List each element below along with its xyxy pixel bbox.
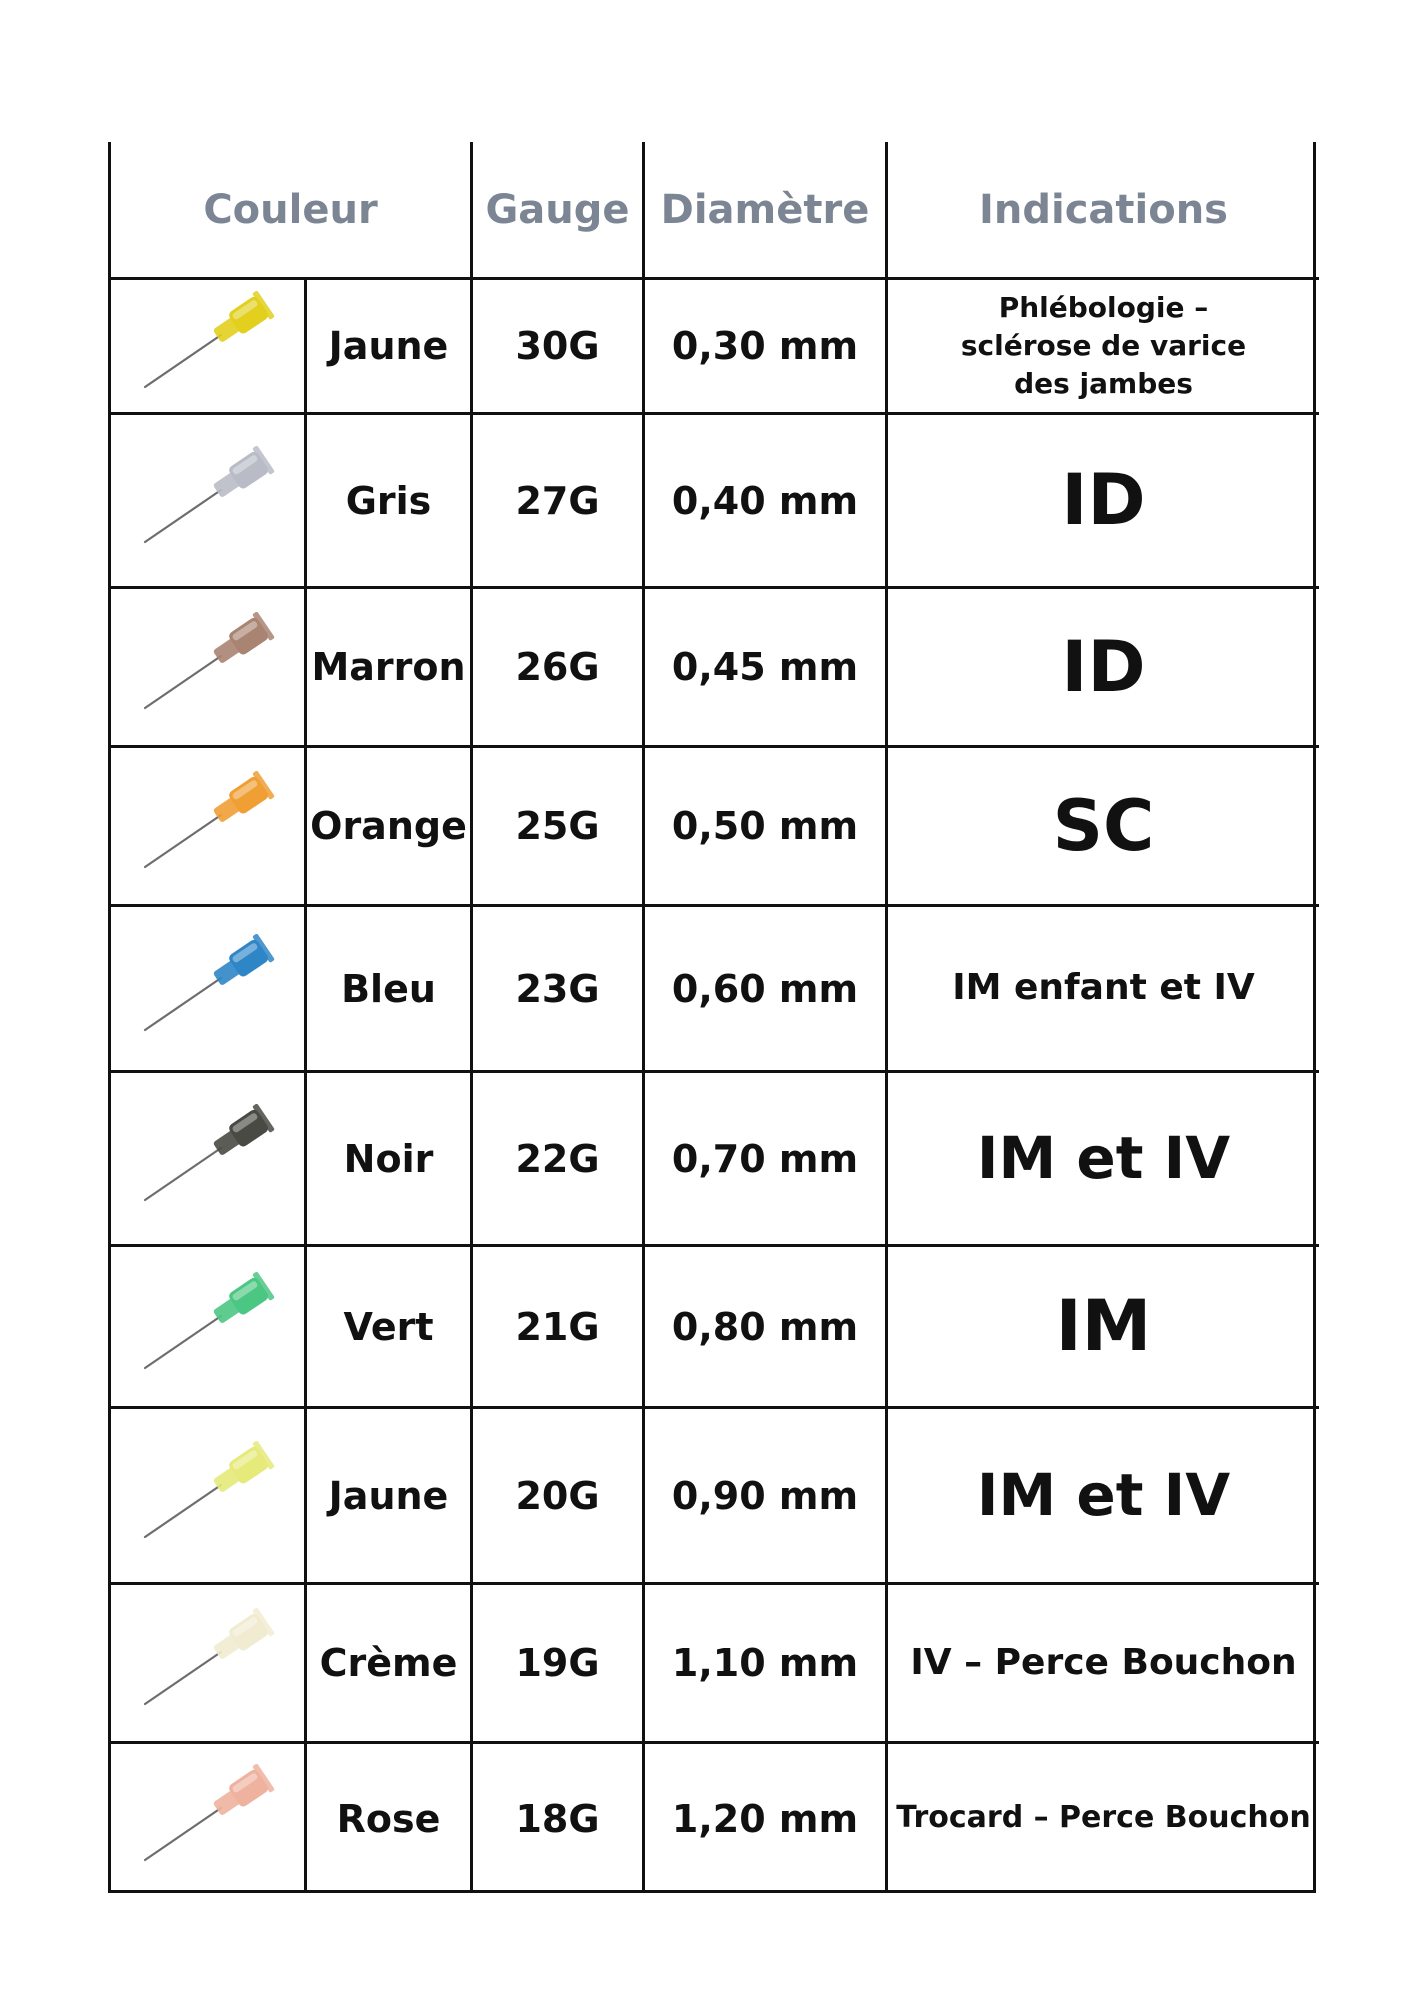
indication: SC <box>888 748 1319 907</box>
gauge-value: 25G <box>473 748 645 907</box>
indication-line: des jambes <box>1014 366 1193 400</box>
diameter-value: 0,70 mm <box>645 1073 888 1247</box>
indication: ID <box>888 589 1319 748</box>
pink-needle-icon <box>111 1744 307 1893</box>
needle-gauge-table <box>108 142 1316 1893</box>
color-name: Crème <box>307 1585 473 1744</box>
grey-needle-icon <box>111 415 307 589</box>
indication: IV – Perce Bouchon <box>888 1585 1319 1744</box>
yellow-needle-icon <box>111 280 307 415</box>
color-name: Marron <box>307 589 473 748</box>
diameter-value: 1,20 mm <box>645 1744 888 1893</box>
gauge-value: 27G <box>473 415 645 589</box>
gauge-value: 20G <box>473 1409 645 1585</box>
indication-line: sclérose de varice <box>960 329 1247 363</box>
diameter-value: 0,60 mm <box>645 907 888 1073</box>
indication-lines <box>961 289 1246 402</box>
header-indications: Indications <box>888 142 1319 280</box>
color-name: Jaune <box>307 280 473 415</box>
brown-needle-icon <box>111 589 307 748</box>
color-name: Bleu <box>307 907 473 1073</box>
color-name: Rose <box>307 1744 473 1893</box>
color-name: Orange <box>307 748 473 907</box>
color-name: Noir <box>307 1073 473 1247</box>
yellow-needle-icon <box>111 1409 307 1585</box>
indication: IM <box>888 1247 1319 1409</box>
diameter-value: 1,10 mm <box>645 1585 888 1744</box>
orange-needle-icon <box>111 748 307 907</box>
gauge-value: 19G <box>473 1585 645 1744</box>
diameter-value: 0,40 mm <box>645 415 888 589</box>
black-needle-icon <box>111 1073 307 1247</box>
color-name: Jaune <box>307 1409 473 1585</box>
diameter-value: 0,80 mm <box>645 1247 888 1409</box>
gauge-value: 23G <box>473 907 645 1073</box>
indication: ID <box>888 415 1319 589</box>
diameter-value: 0,50 mm <box>645 748 888 907</box>
indication: Trocard – Perce Bouchon <box>896 1800 1311 1836</box>
gauge-value: 21G <box>473 1247 645 1409</box>
header-diametre: Diamètre <box>645 142 888 280</box>
blue-needle-icon <box>111 907 307 1073</box>
diameter-value: 0,90 mm <box>645 1409 888 1585</box>
diameter-value: 0,45 mm <box>645 589 888 748</box>
cream-needle-icon <box>111 1585 307 1744</box>
green-needle-icon <box>111 1247 307 1409</box>
header-couleur: Couleur <box>111 142 473 280</box>
indication <box>888 280 1319 415</box>
gauge-value: 30G <box>473 280 645 415</box>
indication: IM enfant et IV <box>888 907 1319 1073</box>
gauge-value: 26G <box>473 589 645 748</box>
gauge-value: 18G <box>473 1744 645 1893</box>
color-name: Gris <box>307 415 473 589</box>
indication: IM et IV <box>888 1073 1319 1247</box>
indication-line: Phlébologie – <box>998 291 1209 325</box>
gauge-value: 22G <box>473 1073 645 1247</box>
color-name: Vert <box>307 1247 473 1409</box>
header-gauge: Gauge <box>473 142 645 280</box>
indication: IM et IV <box>888 1409 1319 1585</box>
diameter-value: 0,30 mm <box>645 280 888 415</box>
